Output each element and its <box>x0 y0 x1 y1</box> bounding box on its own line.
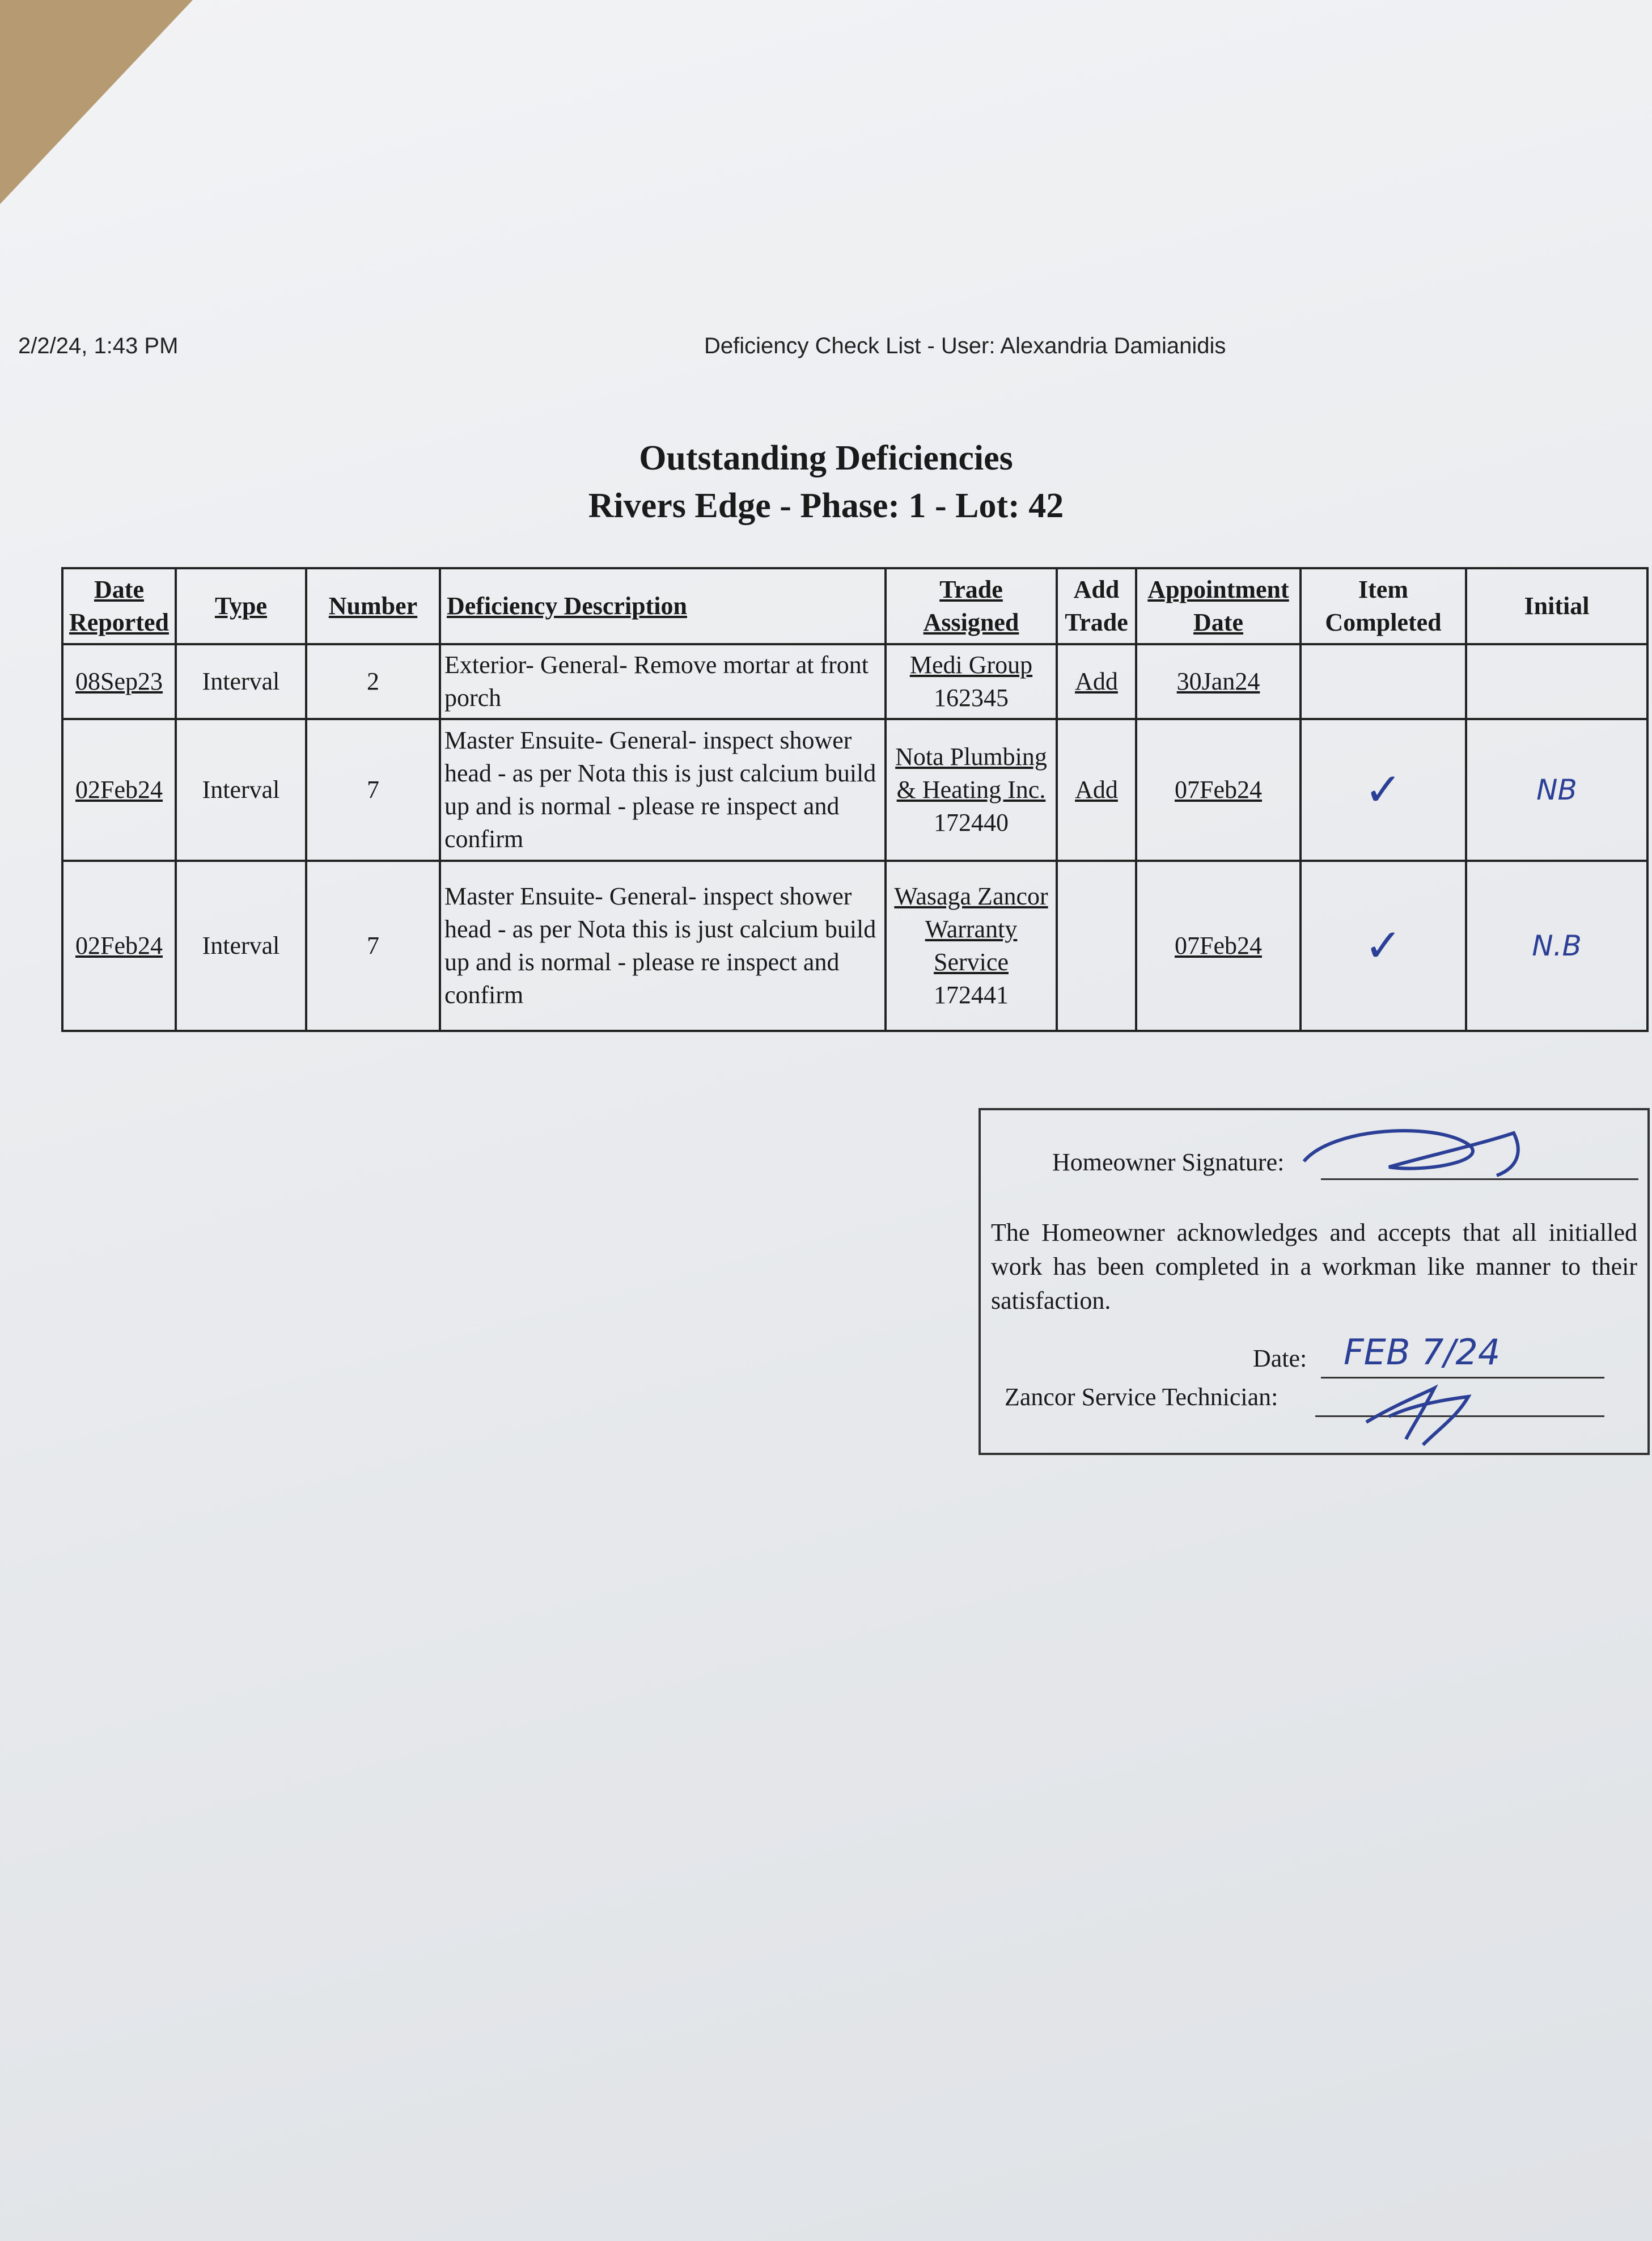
col-type: Type <box>176 568 306 644</box>
col-number: Number <box>306 568 440 644</box>
cell-add-trade[interactable]: Add <box>1057 644 1136 719</box>
homeowner-signature-scribble <box>1298 1122 1536 1184</box>
cell-date-reported[interactable]: 02Feb24 <box>62 861 176 1031</box>
cell-item-completed: ✓ <box>1301 861 1466 1031</box>
printed-date: 2/2/24, 1:43 PM <box>18 333 179 358</box>
cell-trade-assigned[interactable]: Wasaga Zancor Warranty Service 172441 <box>886 861 1057 1031</box>
report-subtitle: Rivers Edge - Phase: 1 - Lot: 42 <box>588 487 1064 525</box>
col-description: Deficiency Description <box>440 568 886 644</box>
col-add-trade: Add Trade <box>1057 568 1136 644</box>
date-line <box>1321 1377 1604 1379</box>
report-title: Outstanding Deficiencies <box>639 439 1013 477</box>
cell-date-reported[interactable]: 08Sep23 <box>62 644 176 719</box>
cell-initial: NB <box>1466 719 1647 861</box>
cell-initial: N.B <box>1466 861 1647 1031</box>
cell-description: Exterior- General- Remove mortar at front porch <box>440 644 886 719</box>
table-row <box>62 861 1647 1031</box>
col-trade-assigned: Trade Assigned <box>886 568 1057 644</box>
technician-label: Zancor Service Technician: <box>1005 1383 1278 1411</box>
cell-appointment-date[interactable]: 07Feb24 <box>1136 719 1301 861</box>
cell-number: 7 <box>306 719 440 861</box>
cell-trade-assigned[interactable]: Medi Group 162345 <box>886 644 1057 719</box>
cell-type: Interval <box>176 861 306 1031</box>
col-item-completed: Item Completed <box>1301 568 1466 644</box>
col-date-reported: Date Reported <box>62 568 176 644</box>
homeowner-signature-label: Homeowner Signature: <box>1052 1148 1285 1176</box>
cell-number: 2 <box>306 644 440 719</box>
cell-item-completed: ✓ <box>1301 719 1466 861</box>
technician-signature-scribble <box>1355 1382 1502 1451</box>
col-appointment-date: Appointment Date <box>1136 568 1301 644</box>
cell-description: Master Ensuite- General- inspect shower head - as per Nota this is just calcium build up and is normal - please re inspect and confirm <box>440 719 886 861</box>
folded-corner-background <box>0 0 193 204</box>
cell-description: Master Ensuite- General- inspect shower head - as per Nota this is just calcium build up and is normal - please re inspect and confirm <box>440 861 886 1031</box>
table-row <box>62 644 1647 719</box>
print-title: Deficiency Check List - User: Alexandria Damianidis <box>704 333 1226 358</box>
cell-number: 7 <box>306 861 440 1031</box>
cell-type: Interval <box>176 719 306 861</box>
deficiency-table <box>61 567 1649 1032</box>
cell-appointment-date[interactable]: 30Jan24 <box>1136 644 1301 719</box>
table-header-row <box>62 568 1647 644</box>
date-handwritten-value: FEB 7/24 <box>1344 1331 1501 1373</box>
date-label: Date: <box>1253 1344 1307 1372</box>
col-initial: Initial <box>1466 568 1647 644</box>
cell-appointment-date[interactable]: 07Feb24 <box>1136 861 1301 1031</box>
cell-initial <box>1466 644 1647 719</box>
table-row <box>62 719 1647 861</box>
acknowledgement-text: The Homeowner acknowledges and accepts that all initialled work has been completed in a workman like manner to their satisfaction. <box>991 1219 1637 1314</box>
cell-item-completed <box>1301 644 1466 719</box>
cell-type: Interval <box>176 644 306 719</box>
cell-date-reported[interactable]: 02Feb24 <box>62 719 176 861</box>
cell-trade-assigned[interactable]: Nota Plumbing & Heating Inc. 172440 <box>886 719 1057 861</box>
cell-add-trade[interactable]: Add <box>1057 719 1136 861</box>
cell-add-trade <box>1057 861 1136 1031</box>
signoff-box <box>979 1108 1650 1455</box>
